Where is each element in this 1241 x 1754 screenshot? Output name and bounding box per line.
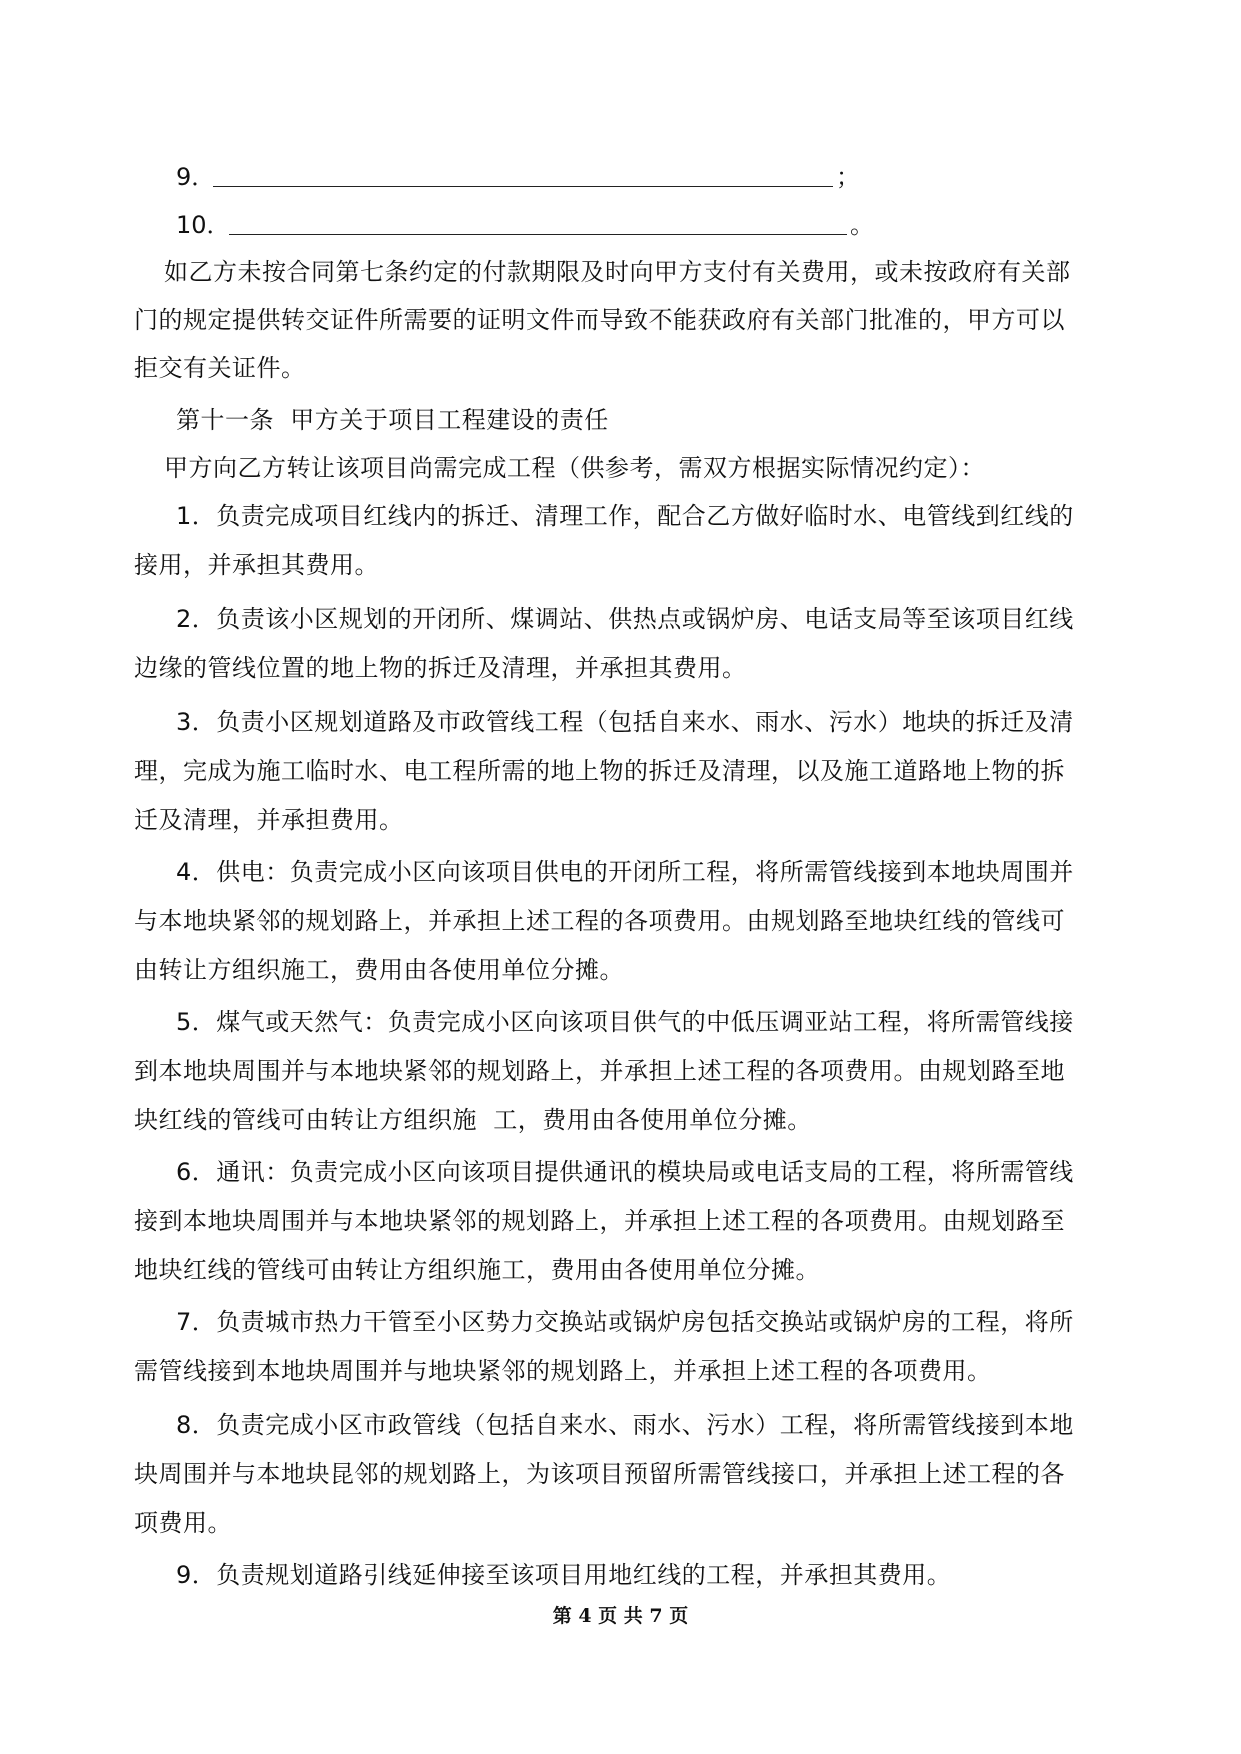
article-title: 第十一条 甲方关于项目工程建设的责任	[176, 406, 609, 434]
item-line: 到本地块周围并与本地块紧邻的规划路上，并承担上述工程的各项费用。由规划路至地	[134, 1057, 1065, 1085]
item-line: 块红线的管线可由转让方组织施 工，费用由各使用单位分摊。	[134, 1106, 812, 1134]
page-number-footer: 第 4 页 共 7 页	[552, 1605, 689, 1627]
item-line: 接用，并承担其费用。	[134, 551, 379, 579]
item-line: 9．负责规划道路引线延伸接至该项目用地红线的工程，并承担其费用。	[176, 1561, 952, 1589]
item-line: 5．煤气或天然气：负责完成小区向该项目供气的中低压调亚站工程，将所需管线接	[176, 1008, 1074, 1036]
item-line: 与本地块紧邻的规划路上，并承担上述工程的各项费用。由规划路至地块红线的管线可	[134, 907, 1065, 935]
intro-paragraph: 甲方向乙方转让该项目尚需完成工程（供参考，需双方根据实际情况约定）：	[164, 454, 985, 482]
item-line: 迁及清理，并承担费用。	[134, 806, 404, 834]
item-line: 1．负责完成项目红线内的拆迁、清理工作，配合乙方做好临时水、电管线到红线的	[176, 502, 1074, 530]
item-line: 项费用。	[134, 1509, 232, 1537]
item-line: 需管线接到本地块周围并与地块紧邻的规划路上，并承担上述工程的各项费用。	[134, 1357, 992, 1385]
blank-item-end: 。	[850, 211, 874, 239]
blank-item-number: 10．	[176, 211, 231, 239]
item-line: 理，完成为施工临时水、电工程所需的地上物的拆迁及清理，以及施工道路地上物的拆	[134, 757, 1065, 785]
paragraph-line: 如乙方未按合同第七条约定的付款期限及时向甲方支付有关费用，或未按政府有关部	[164, 258, 1071, 286]
blank-underline	[229, 234, 847, 235]
item-line: 7．负责城市热力干管至小区势力交换站或锅炉房包括交换站或锅炉房的工程，将所	[176, 1308, 1074, 1336]
item-line: 块周围并与本地块昆邻的规划路上，为该项目预留所需管线接口，并承担上述工程的各	[134, 1460, 1065, 1488]
paragraph-line: 门的规定提供转交证件所需要的证明文件而导致不能获政府有关部门批准的，甲方可以	[134, 306, 1065, 334]
item-line: 2．负责该小区规划的开闭所、煤调站、供热点或锅炉房、电话支局等至该项目红线	[176, 605, 1074, 633]
item-line: 4．供电：负责完成小区向该项目供电的开闭所工程，将所需管线接到本地块周围并	[176, 858, 1074, 886]
blank-item-end: ；	[836, 163, 860, 191]
item-line: 6．通讯：负责完成小区向该项目提供通讯的模块局或电话支局的工程，将所需管线	[176, 1158, 1074, 1186]
item-line: 地块红线的管线可由转让方组织施工，费用由各使用单位分摊。	[134, 1256, 820, 1284]
item-line: 由转让方组织施工，费用由各使用单位分摊。	[134, 956, 624, 984]
item-line: 接到本地块周围并与本地块紧邻的规划路上，并承担上述工程的各项费用。由规划路至	[134, 1207, 1065, 1235]
paragraph-line: 拒交有关证件。	[134, 354, 306, 382]
blank-item-number: 9．	[176, 163, 216, 191]
blank-underline	[213, 186, 833, 187]
item-line: 边缘的管线位置的地上物的拆迁及清理，并承担其费用。	[134, 654, 747, 682]
item-line: 8．负责完成小区市政管线（包括自来水、雨水、污水）工程，将所需管线接到本地	[176, 1411, 1074, 1439]
item-line: 3．负责小区规划道路及市政管线工程（包括自来水、雨水、污水）地块的拆迁及清	[176, 708, 1074, 736]
